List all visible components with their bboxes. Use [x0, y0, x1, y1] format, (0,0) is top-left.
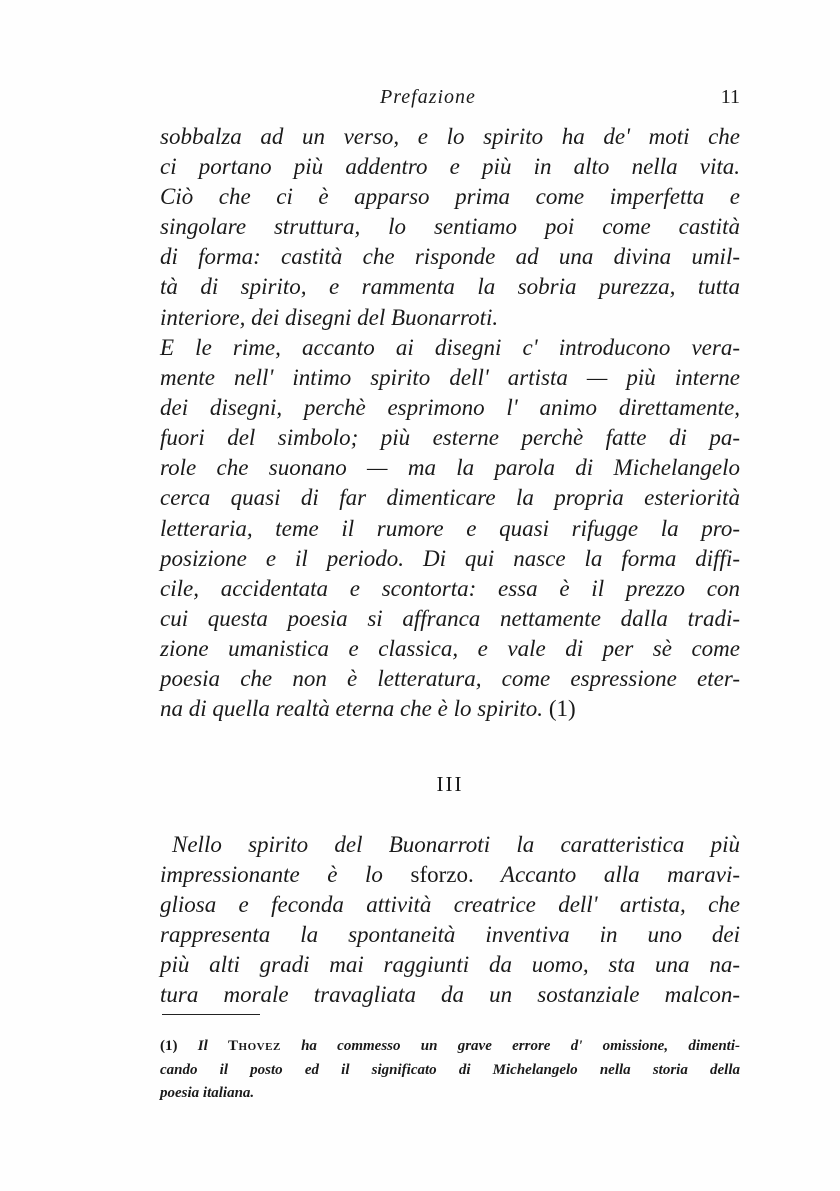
footnote-line: cando il posto ed il significato di Michelangelo nella storia della [160, 1061, 740, 1078]
text-line [160, 860, 740, 890]
section-heading: III [436, 772, 464, 796]
text-line: ci portano più addentro e più in alto nella vita. [160, 154, 740, 180]
footnote-author: Thovez [228, 1038, 281, 1054]
text-line-content: na di quella realtà eterna che è lo spirito. [160, 696, 544, 722]
text-line: gliosa e feconda attività creatrice dell' artista, che [160, 892, 740, 918]
text-line: dei disegni, perchè esprimono l' animo direttamente, [160, 395, 740, 421]
text-line: Ciò che ci è apparso prima come imperfetta e [160, 184, 740, 210]
running-header [160, 86, 740, 116]
footnote-text: Il [197, 1038, 208, 1054]
text-line: E le rime, accanto ai disegni c' introducono vera- [160, 335, 740, 360]
text-line: posizione e il periodo. Di qui nasce la forma diffi- [160, 545, 740, 571]
text-line: poesia che non è letteratura, come espressione eter- [160, 666, 740, 692]
footnote [160, 1035, 740, 1106]
text-line: cerca quasi di far dimenticare la propria esteriorità [160, 485, 740, 511]
text-line-part: Accanto alla maravi- [500, 862, 740, 888]
text-line: tà di spirito, e rammenta la sobria purezza, tutta [160, 274, 740, 300]
text-line: fuori del simbolo; più esterne perchè fatte di pa- [160, 425, 740, 451]
footnote-line: poesia italiana. [160, 1085, 255, 1101]
text-line: sobbalza ad un verso, e lo spirito ha de' moti che [160, 124, 740, 149]
text-line-part: impressionante è lo [160, 862, 383, 888]
emphasis-upright: sforzo. [410, 862, 474, 888]
text-line: zione umanistica e classica, e vale di per sè come [160, 635, 740, 661]
footnote-marker: (1) [160, 1038, 178, 1054]
text-line: più alti gradi mai raggiunti da uomo, sta una na- [160, 952, 740, 978]
text-line: singolare struttura, lo sentiamo poi come castità [160, 214, 740, 240]
footnote-divider [162, 1014, 260, 1015]
text-line: mente nell' intimo spirito dell' artista — più interne [160, 365, 740, 391]
text-line: rappresenta la spontaneità inventiva in uno dei [160, 922, 740, 948]
text-line: letteraria, teme il rumore e quasi rifugge la pro- [160, 515, 740, 541]
footnote-reference: (1) [548, 696, 576, 722]
text-line: interiore, dei disegni del Buonarroti. [160, 304, 499, 330]
footnote-line [160, 1035, 740, 1059]
text-line: role che suonano — ma la parola di Michelangelo [160, 455, 740, 481]
footnote-text: ha commesso un grave errore d' omissione, dimenti- [301, 1038, 741, 1054]
text-line: cile, accidentata e scontorta: essa è il prezzo con [160, 575, 740, 601]
text-line: cui questa poesia si affranca nettamente dalla tradi- [160, 605, 740, 631]
page-number: 11 [720, 86, 740, 108]
text-line: Nello spirito del Buonarroti la caratteristica più [172, 832, 740, 857]
paragraph-2 [160, 333, 740, 724]
running-title: Prefazione [380, 86, 476, 108]
text-line [160, 694, 740, 724]
paragraph-1 [160, 122, 740, 333]
paragraph-3 [160, 830, 740, 1011]
text-line: tura morale travagliata da un sostanziale malcon- [160, 982, 740, 1008]
text-line: di forma: castità che risponde ad una divina umil- [160, 244, 740, 270]
